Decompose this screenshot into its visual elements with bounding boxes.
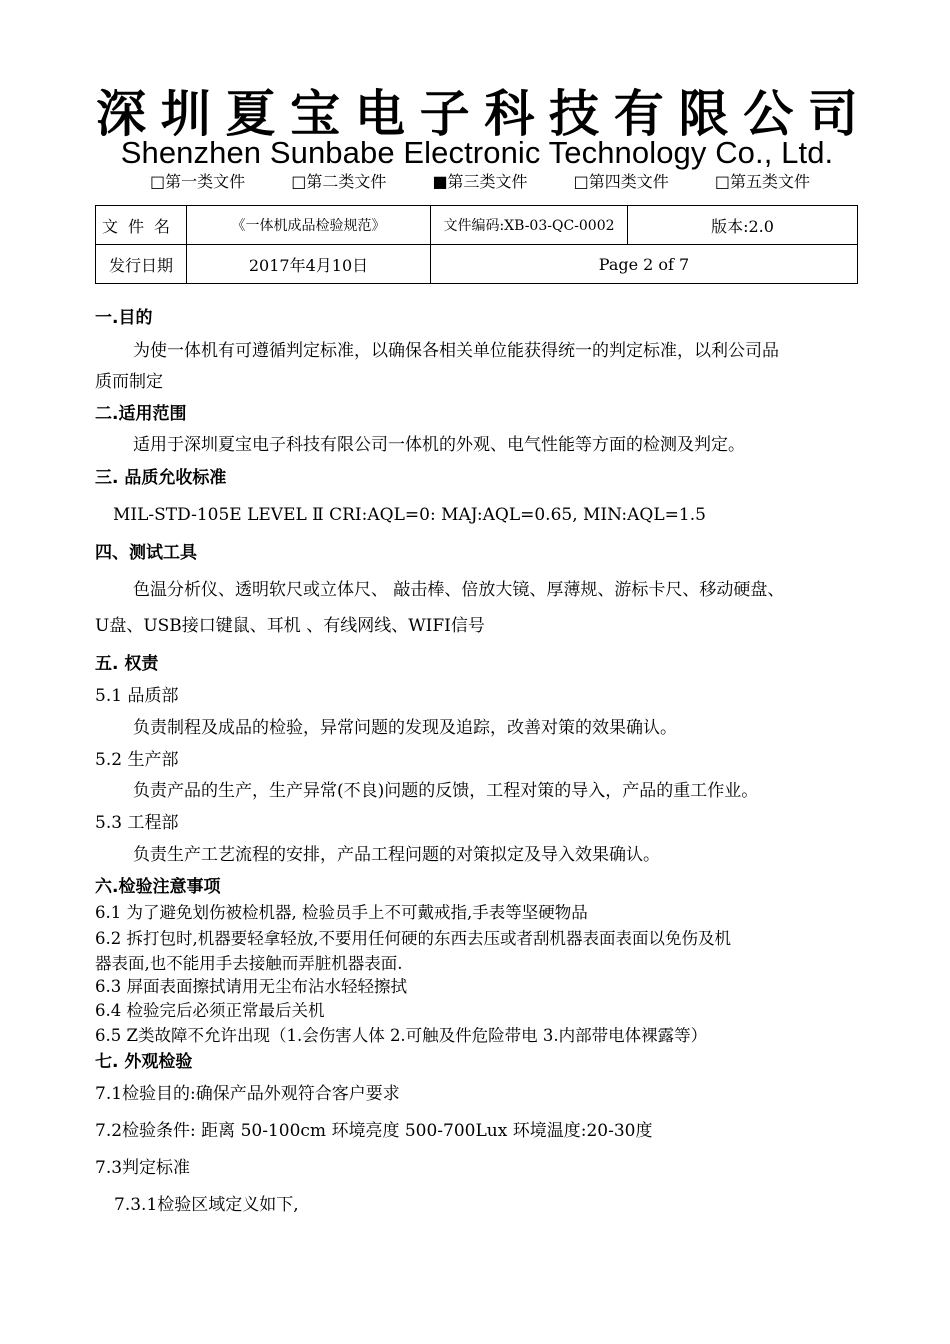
company-cn-char: 夏 <box>225 84 276 143</box>
section-1-text-cont: 质而制定 <box>95 372 163 392</box>
section-6-4: 6.4 检验完后必须正常最后关机 <box>95 1001 325 1020</box>
section-5-2-text: 负责产品的生产，生产异常(不良)问题的反馈，工程对策的导入，产品的重工作业。 <box>133 781 759 801</box>
section-4-text: 色温分析仪、透明软尺或立体尺、 敲击棒、倍放大镜、厚薄规、游标卡尺、移动硬盘、 <box>133 580 785 600</box>
company-cn-char: 圳 <box>160 84 211 143</box>
page-number: Page 2 of 7 <box>431 245 858 284</box>
company-cn-char: 限 <box>678 84 729 143</box>
doc-code: 文件编码:XB-03-QC-0002 <box>431 206 628 245</box>
doc-name-value: 《一体机成品检验规范》 <box>187 206 431 245</box>
section-7-3-1: 7.3.1检验区域定义如下, <box>114 1195 299 1215</box>
section-5-1-title: 5.1 品质部 <box>95 686 179 706</box>
company-cn-char: 公 <box>743 84 794 143</box>
section-3-title: 三. 品质允收标准 <box>95 468 227 488</box>
doc-version: 版本:2.0 <box>628 206 858 245</box>
section-5-title: 五. 权责 <box>95 654 159 674</box>
doc-class-3: ■第三类文件 <box>432 172 528 191</box>
doc-class-1: □第一类文件 <box>150 172 246 191</box>
section-6-5: 6.5 Z类故障不允许出现（1.会伤害人体 2.可触及件危险带电 3.内部带电体裸露等） <box>95 1026 708 1045</box>
section-3-text: MIL-STD-105E LEVEL Ⅱ CRI:AQL=0: MAJ:AQL=0.65, MIN:AQL=1.5 <box>113 505 706 525</box>
section-1-text: 为使一体机有可遵循判定标准，以确保各相关单位能获得统一的判定标准，以利公司品 <box>133 341 779 361</box>
document-info-table <box>95 205 858 284</box>
company-cn-char: 有 <box>613 84 664 143</box>
company-cn-char: 电 <box>354 84 405 143</box>
doc-class-2: □第二类文件 <box>291 172 387 191</box>
company-cn-char: 司 <box>807 84 858 143</box>
section-6-2: 6.2 拆打包时,机器要轻拿轻放,不要用任何硬的东西去压或者刮机器表面表面以免伤及机 <box>95 929 731 948</box>
company-cn-char: 科 <box>484 84 535 143</box>
section-6-1: 6.1 为了避免划伤被检机器, 检验员手上不可戴戒指,手表等坚硬物品 <box>95 903 588 922</box>
section-5-3-text: 负责生产工艺流程的安排，产品工程问题的对策拟定及导入效果确认。 <box>133 845 660 865</box>
doc-class-5: □第五类文件 <box>714 172 810 191</box>
section-1-title: 一.目的 <box>95 308 153 328</box>
section-4-title: 四、测试工具 <box>95 543 197 563</box>
section-6-3: 6.3 屏面表面擦拭请用无尘布沾水轻轻擦拭 <box>95 977 407 996</box>
section-5-3-title: 5.3 工程部 <box>95 813 179 833</box>
doc-name-label: 文件名 <box>96 206 187 245</box>
company-cn-char: 宝 <box>290 84 341 143</box>
section-2-title: 二.适用范围 <box>95 404 187 424</box>
document-class-checkboxes <box>150 170 810 194</box>
company-cn-char: 深 <box>96 84 146 143</box>
section-7-2: 7.2检验条件: 距离 50-100cm 环境亮度 500-700Lux 环境温度:20-30度 <box>95 1121 653 1141</box>
issue-date-label: 发行日期 <box>96 245 187 284</box>
company-cn-char: 技 <box>549 84 600 143</box>
section-7-title: 七. 外观检验 <box>95 1052 193 1072</box>
section-6-2-cont: 器表面,也不能用手去接触而弄脏机器表面. <box>95 954 403 973</box>
section-7-1: 7.1检验目的:确保产品外观符合客户要求 <box>95 1084 400 1104</box>
section-4-text-cont: U盘、USB接口键鼠、耳机 、有线网线、WIFI信号 <box>95 616 485 636</box>
issue-date-value: 2017年4月10日 <box>187 245 431 284</box>
doc-class-4: □第四类文件 <box>573 172 669 191</box>
section-7-3: 7.3判定标准 <box>95 1158 191 1178</box>
section-2-text: 适用于深圳夏宝电子科技有限公司一体机的外观、电气性能等方面的检测及判定。 <box>133 435 745 455</box>
company-name-english: Shenzhen Sunbabe Electronic Technology Co., Ltd. <box>120 135 834 170</box>
company-cn-char: 子 <box>419 84 470 143</box>
section-5-1-text: 负责制程及成品的检验，异常问题的发现及追踪，改善对策的效果确认。 <box>133 718 677 738</box>
section-6-title: 六.检验注意事项 <box>95 877 221 897</box>
section-5-2-title: 5.2 生产部 <box>95 750 179 770</box>
